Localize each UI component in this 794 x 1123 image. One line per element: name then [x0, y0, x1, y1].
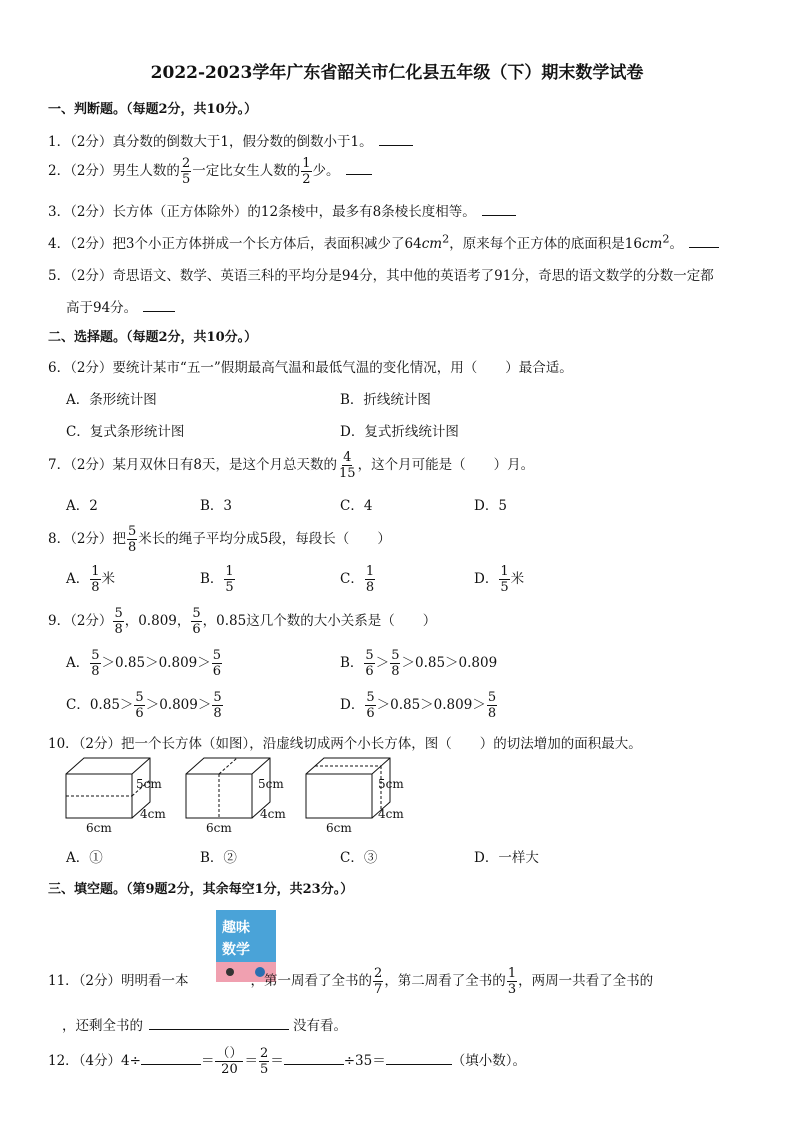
question-5-line2 [66, 296, 175, 316]
fraction [338, 450, 357, 481]
option-letter: D． [340, 697, 365, 713]
numerator: 1 [91, 564, 100, 579]
depth-label: 4cm [260, 807, 286, 821]
height-label: 5cm [258, 777, 284, 791]
numerator: 1 [225, 564, 234, 579]
value: 0.809 [159, 697, 198, 713]
denominator: 8 [365, 580, 375, 595]
question-6 [48, 356, 573, 376]
q-points: （2分） [70, 236, 113, 252]
fraction [224, 564, 234, 595]
q-text: 某月双休日有8天，是这个月总天数的 [112, 457, 338, 473]
unit: 米 [510, 571, 525, 587]
depth-label: 4cm [378, 807, 404, 821]
option-a[interactable] [66, 564, 115, 595]
unit: 米 [101, 571, 116, 587]
denominator: 8 [127, 540, 137, 555]
q-text: ） [377, 531, 391, 547]
value: 0.809 [158, 655, 198, 671]
q-text: 。 [669, 236, 683, 252]
section-1-heading: 一、判断题。（每题2分，共10分。） [48, 102, 258, 117]
q-text: 没有看。 [293, 1018, 347, 1034]
cuboid-figures [60, 756, 440, 838]
denominator: 6 [135, 706, 144, 721]
option-a[interactable]: A．① [66, 850, 103, 866]
q-text: ，这个月可能是（ [357, 457, 466, 473]
option-letter: A． [66, 571, 90, 587]
q-points: （2分） [70, 360, 113, 376]
equals: ＝ [200, 1053, 215, 1069]
option-a[interactable]: A．2 [66, 498, 98, 514]
gt-sign: ＞ [445, 655, 459, 671]
fraction [390, 648, 400, 679]
fraction [373, 966, 383, 997]
q-text: 真分数的倒数大于1，假分数的倒数小于1。 [112, 134, 373, 150]
option-d[interactable] [474, 564, 524, 595]
answer-blank[interactable] [141, 1052, 201, 1065]
numerator: 4 [343, 450, 352, 465]
q-num: 9． [48, 613, 71, 629]
fraction [127, 524, 137, 555]
q-num: 11． [48, 973, 79, 989]
fraction [499, 564, 509, 595]
book-title-line2: 数学 [222, 942, 250, 958]
numerator: 2 [374, 966, 383, 981]
value: 0.809 [458, 655, 498, 671]
numerator-blank[interactable]: （） [216, 1046, 243, 1061]
value: 0.85 [115, 655, 146, 671]
q-text: ，第一周看了全书的 [250, 973, 373, 989]
option-b[interactable]: B．3 [200, 498, 233, 514]
option-c[interactable]: C．③ [340, 850, 378, 866]
book-title-line1: 趣味 [222, 920, 250, 936]
q-points: （2分） [70, 531, 113, 547]
section-2-heading: 二、选择题。（每题2分，共10分。） [48, 330, 258, 345]
denominator: 8 [114, 622, 123, 637]
option-c[interactable]: C．4 [340, 498, 373, 514]
q-text: ）最合适。 [505, 360, 573, 376]
option-b[interactable]: B．折线统计图 [340, 392, 431, 408]
fraction [365, 564, 375, 595]
fraction [134, 690, 144, 721]
q-text: 高于94分。 [66, 300, 138, 316]
option-c[interactable]: C．复式条形统计图 [66, 424, 185, 440]
numerator: 5 [366, 690, 375, 705]
width-label: 6cm [86, 821, 112, 835]
depth-label: 4cm [140, 807, 166, 821]
fraction [364, 648, 374, 679]
q-text: （填小数）。 [451, 1053, 526, 1069]
option-c[interactable] [340, 564, 376, 595]
q-num: 8． [48, 531, 71, 547]
gt-sign: ＞ [420, 697, 434, 713]
gt-sign: ＞ [145, 655, 159, 671]
option-letter: B． [340, 655, 364, 671]
q-text: ，0.85这几个数的大小关系是（ [202, 613, 395, 629]
q-num: 12． [48, 1053, 79, 1069]
gt-sign: ＞ [145, 697, 160, 713]
q-num: 2． [48, 163, 71, 179]
q-text: ，原来每个正方体的底面积是16 [449, 236, 642, 252]
height-label: 5cm [378, 777, 404, 791]
q-text: 少。 [312, 163, 340, 179]
superscript: 2 [662, 232, 670, 246]
denominator: 5 [225, 580, 234, 595]
unit: cm [641, 236, 663, 252]
numerator: 5 [91, 648, 100, 663]
numerator: 1 [302, 156, 311, 171]
denominator: 7 [374, 982, 383, 997]
option-c[interactable] [66, 690, 224, 721]
numerator: 5 [487, 690, 497, 705]
width-label: 6cm [206, 821, 232, 835]
fraction [212, 648, 222, 679]
answer-blank[interactable] [284, 1052, 344, 1065]
gt-sign: ＞ [119, 697, 134, 713]
numerator: 5 [135, 690, 144, 705]
denominator: 3 [507, 982, 517, 997]
option-b[interactable] [340, 648, 497, 679]
q-num: 10． [48, 736, 79, 752]
q-points: （2分） [78, 736, 122, 752]
q-points: （2分） [70, 134, 113, 150]
q-text: ÷35＝ [343, 1053, 386, 1069]
option-d[interactable] [340, 690, 498, 721]
fraction [90, 564, 100, 595]
option-a[interactable] [66, 648, 223, 679]
question-8 [48, 524, 391, 555]
q-text: ）的切法增加的面积最大。 [479, 736, 642, 752]
q-text: ，0.809， [124, 613, 191, 629]
gt-sign: ＞ [472, 697, 486, 713]
q-points: （2分） [70, 268, 113, 284]
numerator: 5 [127, 524, 137, 539]
gt-sign: ＞ [197, 655, 211, 671]
denominator: 8 [391, 664, 400, 679]
denominator: 6 [366, 706, 375, 721]
q-num: 4． [48, 236, 71, 252]
q-text: ） [422, 613, 437, 629]
q-num: 3． [48, 204, 71, 220]
q-text: ，第二周看了全书的 [384, 973, 506, 989]
q-text: 把 [112, 531, 126, 547]
question-1 [48, 130, 413, 150]
q-num: 6． [48, 360, 71, 376]
q-text: 把一个长方体（如图），沿虚线切成两个小长方体，图（ [121, 736, 452, 752]
value: 0.809 [433, 697, 473, 713]
question-11-line2 [62, 1014, 347, 1034]
denominator: 8 [91, 664, 100, 679]
answer-blank[interactable] [482, 203, 516, 216]
q-points: （2分） [70, 457, 113, 473]
numerator: 5 [212, 648, 222, 663]
q-text: 一定比女生人数的 [192, 163, 301, 179]
section-3-heading: 三、填空题。（第9题2分，其余每空1分，共23分。） [48, 882, 354, 897]
denominator: 6 [365, 664, 374, 679]
fraction [90, 648, 100, 679]
q-text: ，还剩全书的 [62, 1018, 143, 1034]
numerator: 5 [391, 648, 400, 663]
q-text: ，两周一共看了全书的 [518, 973, 654, 989]
denominator: 5 [181, 172, 191, 187]
q-num: 7． [48, 457, 71, 473]
question-7 [48, 450, 534, 481]
fraction [507, 966, 517, 997]
page-title: 2022-2023学年广东省韶关市仁化县五年级（下）期末数学试卷 [150, 63, 644, 83]
option-a[interactable]: A．条形统计图 [66, 392, 157, 408]
gt-sign: ＞ [197, 697, 212, 713]
q-text: 米长的绳子平均分成5段，每段长（ [138, 531, 350, 547]
fraction [191, 606, 201, 637]
option-b[interactable] [200, 564, 236, 595]
numerator: 5 [114, 606, 123, 621]
numerator: 1 [365, 564, 375, 579]
gt-sign: ＞ [401, 655, 415, 671]
denominator: 6 [192, 622, 201, 637]
numerator: 1 [507, 966, 517, 981]
question-9 [48, 606, 436, 637]
fraction [212, 690, 222, 721]
option-letter: B． [200, 571, 224, 587]
answer-blank[interactable] [149, 1017, 289, 1030]
numerator: 2 [181, 156, 191, 171]
equals: ＝ [270, 1053, 284, 1069]
q-text: 明明看一本 [121, 973, 189, 989]
fraction [301, 156, 311, 187]
denominator: 5 [500, 580, 509, 595]
fraction [113, 606, 123, 637]
q-points: （2分） [70, 204, 113, 220]
option-letter: C． [66, 697, 90, 713]
equals: ＝ [244, 1053, 258, 1069]
option-b[interactable]: B．② [200, 850, 237, 866]
numerator: 2 [259, 1046, 269, 1061]
q-text: 奇思语文、数学、英语三科的平均分是94分，其中他的英语考了91分，奇思的语文数学的分数一定都 [112, 268, 714, 284]
answer-blank[interactable] [689, 235, 719, 248]
answer-blank[interactable] [379, 133, 413, 146]
value: 0.85 [89, 697, 120, 713]
answer-blank[interactable] [143, 299, 175, 312]
q-text: 4÷ [121, 1053, 141, 1069]
unit: cm [421, 236, 443, 252]
fraction [487, 690, 497, 721]
gt-sign: ＞ [375, 655, 390, 671]
q-points: （2分） [70, 613, 113, 629]
option-letter: D． [474, 571, 499, 587]
question-4 [48, 232, 719, 252]
fraction [215, 1046, 243, 1077]
question-3 [48, 200, 516, 220]
denominator: 8 [213, 706, 222, 721]
fraction [181, 156, 191, 187]
question-10 [48, 732, 642, 752]
width-label: 6cm [326, 821, 352, 835]
option-d[interactable]: D．5 [474, 498, 507, 514]
denominator: 5 [259, 1062, 269, 1077]
value: 0.85 [414, 655, 446, 671]
question-11 [48, 966, 653, 997]
numerator: 1 [500, 564, 509, 579]
question-5 [48, 264, 714, 284]
value: 0.85 [390, 697, 421, 713]
q-points: （2分） [70, 163, 113, 179]
denominator: 20 [221, 1062, 238, 1077]
superscript: 2 [442, 232, 450, 246]
height-label: 5cm [136, 777, 162, 791]
q-num: 1． [48, 134, 71, 150]
q-text: 要统计某市“五一”假期最高气温和最低气温的变化情况，用（ [112, 360, 478, 376]
answer-blank[interactable] [346, 162, 372, 175]
answer-blank[interactable] [386, 1052, 452, 1065]
gt-sign: ＞ [101, 655, 116, 671]
q-text: 长方体（正方体除外）的12条棱中，最多有8条棱长度相等。 [112, 204, 476, 220]
denominator: 6 [212, 664, 222, 679]
q-text: ）月。 [493, 457, 535, 473]
numerator: 5 [365, 648, 374, 663]
gt-sign: ＞ [376, 697, 391, 713]
q-points: （4分） [78, 1053, 122, 1069]
question-2 [48, 156, 372, 187]
numerator: 5 [213, 690, 222, 705]
q-text: 男生人数的 [112, 163, 180, 179]
denominator: 15 [339, 466, 356, 481]
option-letter: C． [340, 571, 364, 587]
fraction [365, 690, 375, 721]
fraction [259, 1046, 269, 1077]
option-d[interactable]: D．复式折线统计图 [340, 424, 459, 440]
denominator: 8 [91, 580, 100, 595]
option-letter: A． [66, 655, 90, 671]
denominator: 2 [302, 172, 311, 187]
denominator: 8 [487, 706, 497, 721]
q-points: （2分） [78, 973, 122, 989]
q-text: 把3个小正方体拼成一个长方体后，表面积减少了64 [112, 236, 422, 252]
option-d[interactable]: D．一样大 [474, 850, 539, 866]
q-num: 5． [48, 268, 71, 284]
numerator: 5 [192, 606, 201, 621]
question-12 [48, 1046, 526, 1077]
